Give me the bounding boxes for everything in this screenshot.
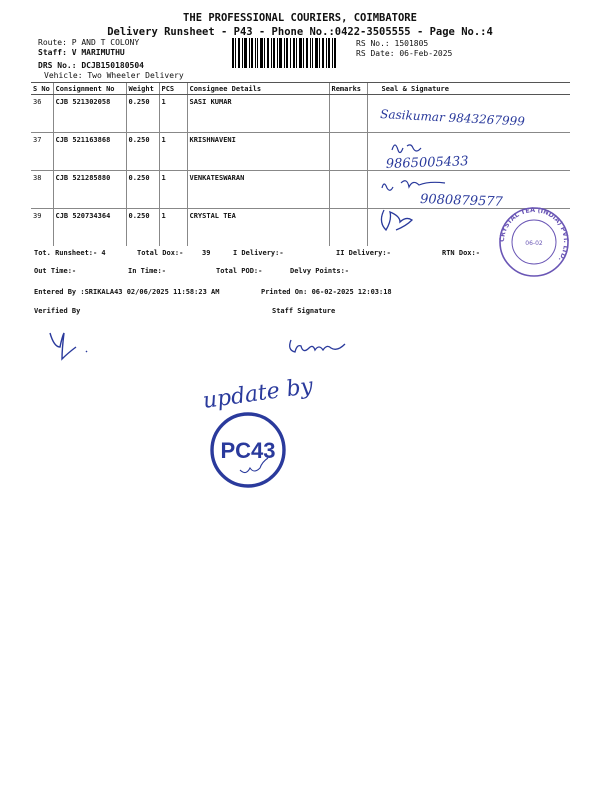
ii-delivery: II Delivery:- — [336, 249, 391, 257]
pcs-cell: 1 — [159, 133, 187, 171]
company-title: THE PROFESSIONAL COURIERS, COIMBATORE — [183, 12, 417, 24]
i-delivery: I Delivery:- — [233, 249, 284, 257]
weight-cell: 0.250 — [126, 95, 159, 133]
column-header: Weight — [126, 83, 159, 95]
update-note-text: update by — [201, 373, 315, 414]
in-time: In Time:- — [128, 267, 166, 275]
sno-cell: 38 — [31, 171, 53, 209]
verified-by-label: Verified By — [34, 307, 81, 315]
pcs-cell: 1 — [159, 209, 187, 247]
weight-cell: 0.250 — [126, 209, 159, 247]
pc-stamp-text: PC43 — [220, 438, 276, 463]
total-pod: Total POD:- — [216, 267, 263, 275]
barcode-icon — [232, 38, 336, 68]
consignee-cell: VENKATESWARAN — [187, 171, 329, 209]
row-38-handwriting: 9080879577 — [419, 192, 504, 210]
consignee-cell: SASI KUMAR — [187, 95, 329, 133]
row-36-handwriting: Sasikumar 9843267999 — [379, 107, 526, 129]
column-header: Seal & Signature — [367, 83, 570, 95]
remarks-cell — [329, 209, 367, 247]
remarks-cell — [329, 133, 367, 171]
verified-by-signature — [44, 325, 114, 365]
consignee-cell: CRYSTAL TEA — [187, 209, 329, 247]
delvy-points: Delvy Points:- — [290, 267, 350, 275]
total-dox-count: 39 — [202, 249, 211, 257]
drs-number: DRS No.: DCJB150180504 — [38, 61, 144, 70]
rtn-dox: RTN Dox:- — [442, 249, 480, 257]
pcs-cell: 1 — [159, 171, 187, 209]
consignee-cell: KRISHNAVENI — [187, 133, 329, 171]
staff-signature-label: Staff Signature — [272, 307, 336, 315]
column-header: S No — [31, 83, 53, 95]
remarks-cell — [329, 95, 367, 133]
pc43-stamp — [206, 410, 290, 490]
total-runsheet: Tot. Runsheet:- 4 — [34, 249, 106, 257]
weight-cell: 0.250 — [126, 133, 159, 171]
consignment-cell: CJB 521302058 — [53, 95, 126, 133]
consignment-cell: CJB 521163868 — [53, 133, 126, 171]
row-37-handwriting: 9865005433 — [385, 154, 469, 172]
column-header: Consignee Details — [187, 83, 329, 95]
entered-by: Entered By :SRIKALA43 02/06/2025 11:58:23 AM — [34, 288, 220, 296]
consignment-cell: CJB 521285880 — [53, 171, 126, 209]
route: Route: P AND T COLONY — [38, 38, 140, 47]
remarks-cell — [329, 171, 367, 209]
rs-number: RS No.: 1501805 — [356, 39, 429, 48]
svg-text:CRYSTAL TEA (INDIA) PVT. LTD. — [498, 206, 570, 263]
runsheet-subtitle: Delivery Runsheet - P43 - Phone No.:0422-3505555 - Page No.:4 — [107, 26, 493, 38]
sno-cell: 36 — [31, 95, 53, 133]
company-seal-stamp — [494, 206, 574, 278]
sno-cell: 39 — [33, 212, 42, 220]
table-header-row — [31, 83, 570, 95]
weight-cell: 0.250 — [126, 171, 159, 209]
column-header: Consignment No — [53, 83, 126, 95]
pcs-cell: 1 — [159, 95, 187, 133]
column-header: PCS — [159, 83, 187, 95]
seal-date: 06-02 — [525, 240, 543, 247]
consignment-cell: CJB 520734364 — [53, 209, 126, 247]
total-dox-label: Total Dox:- — [137, 249, 184, 257]
staff: Staff: V MARIMUTHU — [38, 48, 125, 57]
column-header: Remarks — [329, 83, 367, 95]
sno-cell: 37 — [31, 133, 53, 171]
printed-on: Printed On: 06-02-2025 12:03:18 — [261, 288, 392, 296]
staff-signature — [285, 330, 355, 360]
seal-text: CRYSTAL TEA (INDIA) PVT. LTD. — [497, 205, 571, 263]
rs-date: RS Date: 06-Feb-2025 — [356, 49, 453, 58]
vehicle: Vehicle: Two Wheeler Delivery — [44, 71, 184, 80]
out-time: Out Time:- — [34, 267, 77, 275]
